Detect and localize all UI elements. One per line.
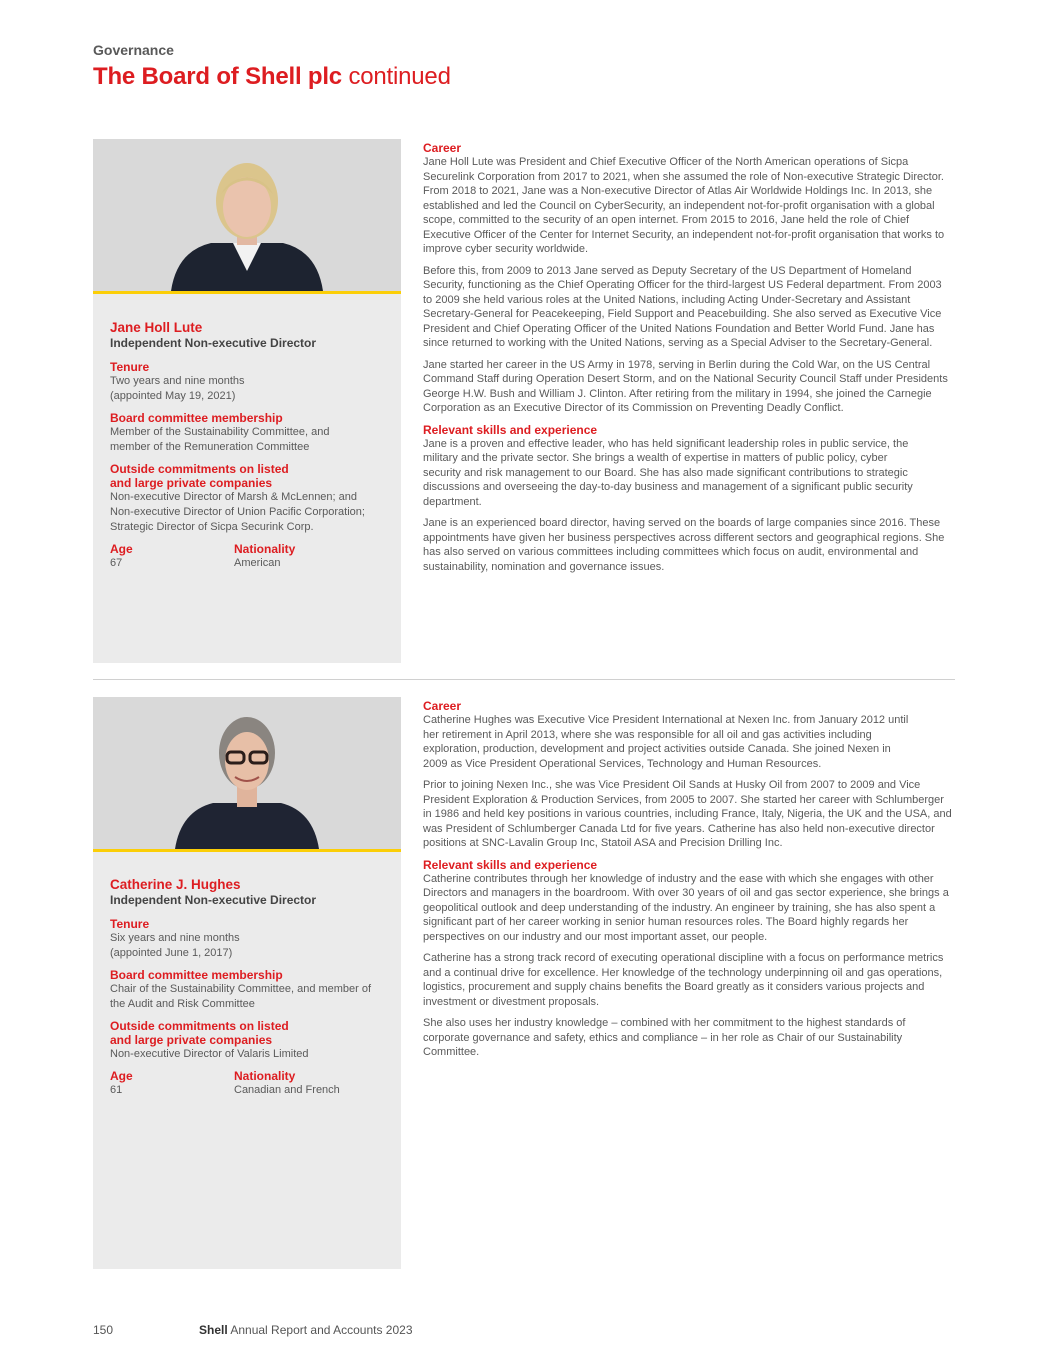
skills-paragraph: She also uses her industry knowledge – combined with her commitment to the highest standards of corporate governance and safety, ethics and compliance – in her role as Chair of our Sustainability Committee.: [423, 1017, 906, 1058]
age-nationality-row: [110, 1069, 391, 1105]
age-heading: Age: [110, 1069, 133, 1083]
director-role: Independent Non-executive Director: [110, 336, 317, 350]
nationality-heading: Nationality: [234, 542, 296, 556]
footer-brand: [199, 1323, 413, 1337]
director-panel-hughes: [93, 697, 401, 1269]
footer-brand-name: Shell: [199, 1323, 228, 1337]
age-block: [110, 1069, 234, 1105]
outside-heading: [110, 462, 391, 490]
tenure-line-1: Two years and nine months: [110, 375, 245, 387]
skills-heading: Relevant skills and experience: [423, 422, 598, 437]
career-paragraph: Jane Holl Lute was President and Chief Executive Officer of the North American operations of Sicpa Securelink Corporation from 2017 to 2021, when she assumed the role of Non-executive Strategic Director. From 2018 to 2021, Jane was a Non-executive Director of Atlas Air Worldwide Holdings Inc. In 2013, she established and led the Council on CyberSecurity, an independent not-for-profit organisation with a global scope, committed to the security of an open internet. From 2015 to 2016, Jane held the role of Chief Executive Officer of the Center for Internet Security, an independent not-for-profit organisation that works to improve cyber security worldwide.: [423, 156, 945, 255]
age-value: 61: [110, 1084, 123, 1096]
footer-report-title: Annual Report and Accounts 2023: [230, 1323, 413, 1337]
outside-heading-line-2: and large private companies: [110, 1033, 273, 1047]
director-photo-lute: [93, 139, 401, 294]
skills-paragraph: Catherine contributes through her knowledge of industry and the ease with which she engages with other Directors and managers in the boardroom. With over 30 years of oil and gas sector experience, she brings a geopolitical outlook and deep understanding of the industry. An engineer by training, she has also spent a significant part of her career working in senior human resources roles. The Board highly regards her perspectives on our industry and our most important asset, our people.: [423, 872, 949, 943]
director-photo-hughes: [93, 697, 401, 852]
career-heading: Career: [423, 699, 462, 713]
career-paragraph: Before this, from 2009 to 2013 Jane served as Deputy Secretary of the US Department of Homeland Security, functioning as the Chief Operating Officer for the third-largest US Federal department. From 2003 to 2009 she held various roles at the United Nations, including Acting Under-Secretary and Assistant Secretary-General for Peacekeeping, Field Support and Peacebuilding. She also served as Executive Vice President and Chief Operating Officer of the United Nations Foundation and Better World Fund. Jane has since returned to working with the United Nations, serving as a Special Adviser to the Secretary-General.: [423, 264, 942, 349]
tenure-text: [110, 931, 391, 961]
career-heading: Career: [423, 141, 462, 155]
committee-text: Member of the Sustainability Committee, and member of the Remuneration Committee: [110, 426, 330, 453]
skills-heading: Relevant skills and experience: [423, 857, 598, 872]
career-paragraph: Catherine Hughes was Executive Vice President International at Nexen Inc. from January 2012 until her retirement in April 2013, where she was responsible for all oil and gas activities including exploration, production, development and project activities outside Canada. She joined Nexen in 2009 as Vice President Operational Services, Technology and Human Resources.: [423, 714, 909, 770]
career-paragraph: Jane started her career in the US Army in 1978, serving in Berlin during the Cold War, on the US Central Command Staff during Operation Desert Storm, and on the National Security Council Staff under Presidents George H.W. Bush and William J. Clinton. After retiring from the military in 1994, she joined the Carnegie Corporation as an Executive Director of its Commission on Preventing Deadly Conflict.: [423, 358, 948, 414]
director-bio-lute: [423, 141, 953, 581]
outside-text: Non-executive Director of Marsh & McLennen; and Non-executive Director of Union Pacific Corporation; Strategic Director of Sicpa Securink Corp.: [110, 491, 365, 533]
tenure-line-2: (appointed June 1, 2017): [110, 947, 233, 959]
committee-heading: Board committee membership: [110, 968, 283, 982]
age-nationality-row: [110, 542, 391, 578]
outside-heading-line-1: Outside commitments on listed: [110, 462, 289, 476]
career-paragraph: Prior to joining Nexen Inc., she was Vice President Oil Sands at Husky Oil from 2007 to 2009 and Vice President Exploration & Production Services, from 2005 to 2007. She started her career with Schlumberger in 1986 and held key positions in various countries, including France, Italy, Nigeria, the UK and the USA, and was President of Schlumberger Canada Ltd for five years. Catherine has also held non-executive director positions at SNC-Lavalin Group Inc, Statoil ASA and Precision Drilling Inc.: [423, 779, 952, 849]
skills-paragraph: Jane is a proven and effective leader, who has held significant leadership roles in public service, the military and the private sector. She brings a wealth of expertise in matters of public policy, cyber security and risk management to our Board. She has also made significant contributions to strategic discussions and overseeing the day-to-day business and management of a significant public security department.: [423, 437, 913, 508]
section-label: Governance: [93, 42, 174, 58]
director-name: Catherine J. Hughes: [110, 877, 241, 892]
director-bio-hughes: [423, 699, 953, 1067]
section-divider: [93, 679, 955, 680]
page-number: 150: [93, 1323, 114, 1337]
committee-heading: Board committee membership: [110, 411, 283, 425]
page-title-main: The Board of Shell plc: [93, 63, 342, 90]
page-title-suffix: continued: [348, 63, 451, 90]
outside-text: Non-executive Director of Valaris Limited: [110, 1048, 309, 1060]
committee-text: Chair of the Sustainability Committee, and member of the Audit and Risk Committee: [110, 983, 372, 1010]
outside-heading-line-1: Outside commitments on listed: [110, 1019, 289, 1033]
director-role: Independent Non-executive Director: [110, 893, 317, 907]
tenure-heading: Tenure: [110, 360, 150, 374]
age-value: 67: [110, 557, 123, 569]
skills-paragraph: Jane is an experienced board director, having served on the boards of large companies since 2016. These appointments have given her business perspectives across different sectors and geographical regions. She has also served on various committees including committees which focus on audit, environmental and sustainability, nomination and governance issues.: [423, 517, 945, 573]
nationality-value: Canadian and French: [234, 1084, 340, 1096]
tenure-line-1: Six years and nine months: [110, 932, 240, 944]
skills-paragraph: Catherine has a strong track record of executing operational discipline with a focus on performance metrics and a continual drive for excellence. Her knowledge of the technology underpinning oil and gas operations, logistics, procurement and supply chains benefits the Board greatly as it considers various projects and investment or divestment proposals.: [423, 952, 944, 1008]
page-title: [93, 63, 451, 91]
nationality-value: American: [234, 557, 281, 569]
portrait-lute: [93, 139, 401, 291]
tenure-text: [110, 374, 391, 404]
age-block: [110, 542, 234, 578]
nationality-block: [234, 542, 295, 578]
outside-heading-line-2: and large private companies: [110, 476, 273, 490]
tenure-line-2: (appointed May 19, 2021): [110, 390, 236, 402]
nationality-block: [234, 1069, 340, 1105]
outside-heading: [110, 1019, 391, 1047]
nationality-heading: Nationality: [234, 1069, 296, 1083]
director-panel-lute: [93, 139, 401, 663]
portrait-hughes: [93, 697, 401, 849]
age-heading: Age: [110, 542, 133, 556]
director-name: Jane Holl Lute: [110, 320, 203, 335]
tenure-heading: Tenure: [110, 917, 150, 931]
